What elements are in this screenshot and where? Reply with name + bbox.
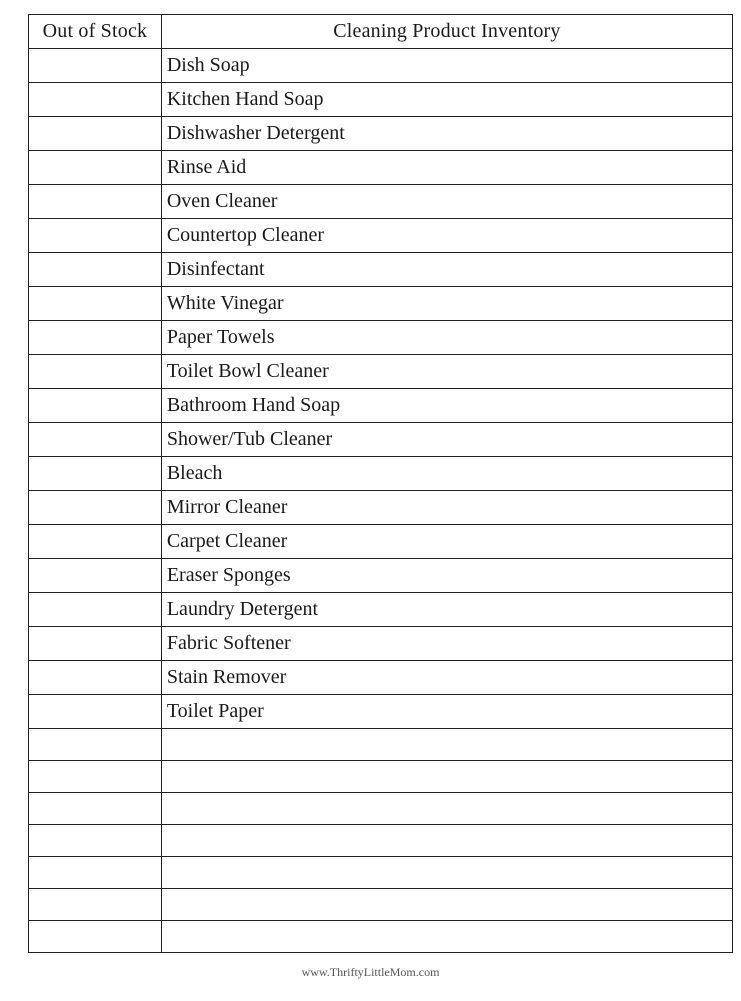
product-name-cell[interactable] xyxy=(161,857,732,889)
table-row xyxy=(29,627,733,661)
product-name-cell[interactable] xyxy=(161,729,732,761)
header-row xyxy=(29,15,733,49)
out-of-stock-cell[interactable] xyxy=(29,151,162,185)
product-name-cell[interactable] xyxy=(161,761,732,793)
product-name-cell: Oven Cleaner xyxy=(161,185,732,219)
inventory-table xyxy=(28,14,733,953)
blank-row xyxy=(29,761,733,793)
out-of-stock-cell[interactable] xyxy=(29,219,162,253)
product-name-cell[interactable] xyxy=(161,793,732,825)
out-of-stock-cell[interactable] xyxy=(29,825,162,857)
out-of-stock-cell[interactable] xyxy=(29,491,162,525)
product-name-cell: Stain Remover xyxy=(161,661,732,695)
table-row xyxy=(29,253,733,287)
out-of-stock-header: Out of Stock xyxy=(29,15,162,49)
product-name-cell: Dish Soap xyxy=(161,49,732,83)
out-of-stock-cell[interactable] xyxy=(29,185,162,219)
blank-row xyxy=(29,825,733,857)
table-row xyxy=(29,525,733,559)
product-name-cell[interactable] xyxy=(161,889,732,921)
out-of-stock-cell[interactable] xyxy=(29,83,162,117)
out-of-stock-cell[interactable] xyxy=(29,49,162,83)
table-row xyxy=(29,355,733,389)
blank-row xyxy=(29,857,733,889)
table-row xyxy=(29,321,733,355)
product-name-cell: Paper Towels xyxy=(161,321,732,355)
table-row xyxy=(29,49,733,83)
out-of-stock-cell[interactable] xyxy=(29,117,162,151)
blank-row xyxy=(29,729,733,761)
out-of-stock-cell[interactable] xyxy=(29,457,162,491)
out-of-stock-cell[interactable] xyxy=(29,253,162,287)
product-name-cell: Fabric Softener xyxy=(161,627,732,661)
table-row xyxy=(29,457,733,491)
product-name-cell: Bleach xyxy=(161,457,732,491)
out-of-stock-cell[interactable] xyxy=(29,321,162,355)
product-name-cell: Eraser Sponges xyxy=(161,559,732,593)
out-of-stock-cell[interactable] xyxy=(29,695,162,729)
product-name-cell: Carpet Cleaner xyxy=(161,525,732,559)
out-of-stock-cell[interactable] xyxy=(29,857,162,889)
out-of-stock-cell[interactable] xyxy=(29,729,162,761)
table-row xyxy=(29,185,733,219)
table-row xyxy=(29,83,733,117)
out-of-stock-cell[interactable] xyxy=(29,627,162,661)
out-of-stock-cell[interactable] xyxy=(29,423,162,457)
blank-row xyxy=(29,889,733,921)
table-row xyxy=(29,695,733,729)
product-name-cell: Kitchen Hand Soap xyxy=(161,83,732,117)
out-of-stock-cell[interactable] xyxy=(29,287,162,321)
out-of-stock-cell[interactable] xyxy=(29,661,162,695)
blank-row xyxy=(29,793,733,825)
product-name-cell: Shower/Tub Cleaner xyxy=(161,423,732,457)
table-row xyxy=(29,287,733,321)
inventory-header: Cleaning Product Inventory xyxy=(161,15,732,49)
table-row xyxy=(29,559,733,593)
out-of-stock-cell[interactable] xyxy=(29,593,162,627)
out-of-stock-cell[interactable] xyxy=(29,389,162,423)
product-name-cell: Toilet Bowl Cleaner xyxy=(161,355,732,389)
product-name-cell: Mirror Cleaner xyxy=(161,491,732,525)
out-of-stock-cell[interactable] xyxy=(29,761,162,793)
product-name-cell: Laundry Detergent xyxy=(161,593,732,627)
table-row xyxy=(29,151,733,185)
table-row xyxy=(29,423,733,457)
out-of-stock-cell[interactable] xyxy=(29,793,162,825)
out-of-stock-cell[interactable] xyxy=(29,355,162,389)
out-of-stock-cell[interactable] xyxy=(29,559,162,593)
product-name-cell: Bathroom Hand Soap xyxy=(161,389,732,423)
table-row xyxy=(29,491,733,525)
out-of-stock-cell[interactable] xyxy=(29,525,162,559)
product-name-cell: Countertop Cleaner xyxy=(161,219,732,253)
product-name-cell: Toilet Paper xyxy=(161,695,732,729)
table-body xyxy=(29,49,733,953)
out-of-stock-cell[interactable] xyxy=(29,889,162,921)
product-name-cell: Rinse Aid xyxy=(161,151,732,185)
table-row xyxy=(29,593,733,627)
product-name-cell[interactable] xyxy=(161,921,732,953)
out-of-stock-cell[interactable] xyxy=(29,921,162,953)
product-name-cell[interactable] xyxy=(161,825,732,857)
table-row xyxy=(29,219,733,253)
blank-row xyxy=(29,921,733,953)
table-row xyxy=(29,117,733,151)
product-name-cell: Dishwasher Detergent xyxy=(161,117,732,151)
table-row xyxy=(29,661,733,695)
product-name-cell: White Vinegar xyxy=(161,287,732,321)
product-name-cell: Disinfectant xyxy=(161,253,732,287)
table-row xyxy=(29,389,733,423)
website-footer: www.ThriftyLittleMom.com xyxy=(301,965,440,979)
